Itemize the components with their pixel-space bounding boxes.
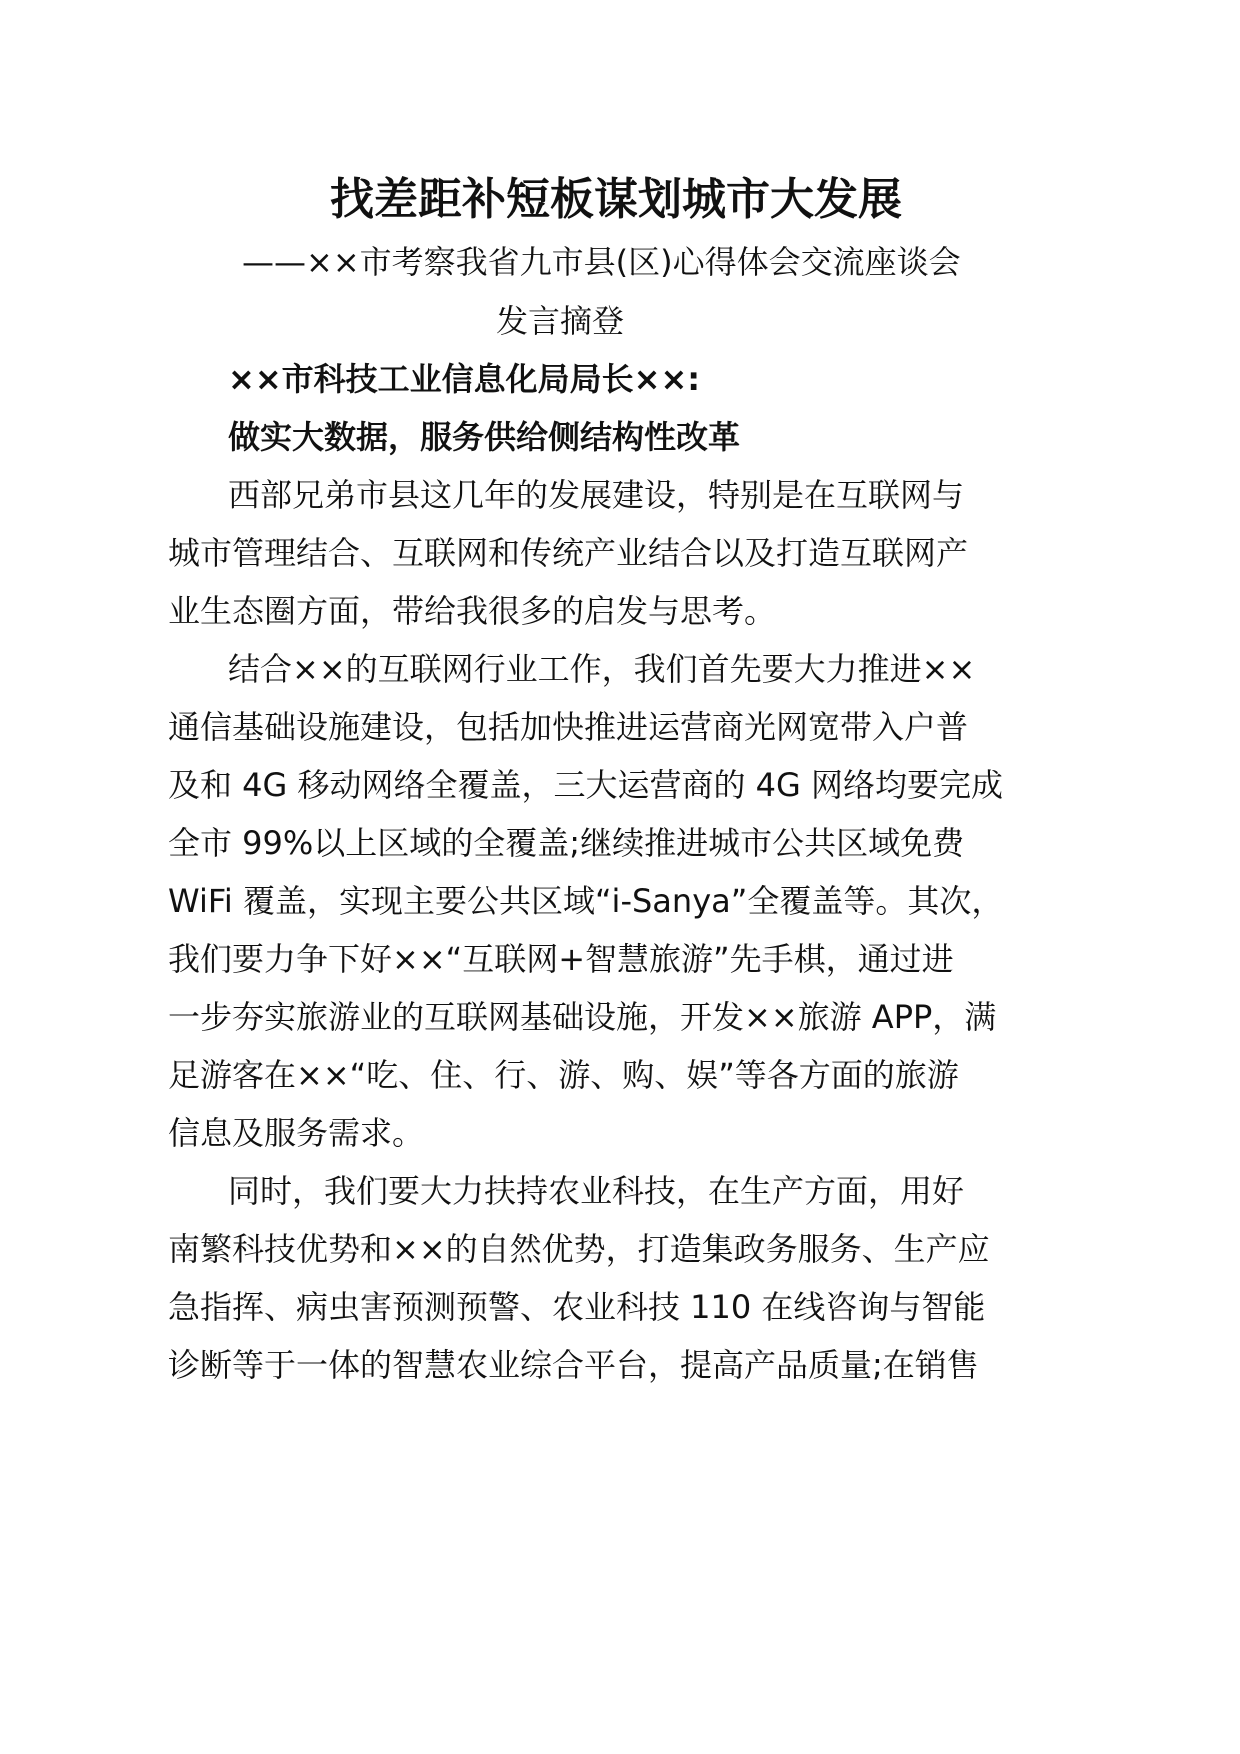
document-subtitle-line-2: 发言摘登 <box>496 302 625 340</box>
paragraph-line: 我们要力争下好××“互联网+智慧旅游”先手棋，通过进 <box>168 940 954 978</box>
paragraph-line: 及和 4G 移动网络全覆盖，三大运营商的 4G 网络均要完成 <box>168 766 1004 804</box>
paragraph-line: 城市管理结合、互联网和传统产业结合以及打造互联网产 <box>168 534 969 572</box>
paragraph-line: 诊断等于一体的智慧农业综合平台，提高产品质量;在销售 <box>168 1346 979 1384</box>
paragraph-line: 结合××的互联网行业工作，我们首先要大力推进×× <box>228 650 976 688</box>
paragraph-line: 同时，我们要大力扶持农业科技，在生产方面，用好 <box>228 1172 965 1210</box>
paragraph-line: 全市 99%以上区域的全覆盖;继续推进城市公共区域免费 <box>168 824 965 862</box>
paragraph-line: WiFi 覆盖，实现主要公共区域“i-Sanya”全覆盖等。其次， <box>168 882 1004 920</box>
document-subtitle-line-1: ——××市考察我省九市县(区)心得体会交流座谈会 <box>242 243 961 281</box>
paragraph-line: 急指挥、病虫害预测预警、农业科技 110 在线咨询与智能 <box>168 1288 986 1326</box>
paragraph-line: 通信基础设施建设，包括加快推进运营商光网宽带入户普 <box>168 708 969 746</box>
speaker-heading: ××市科技工业信息化局局长××: <box>228 360 701 398</box>
paragraph-line: 南繁科技优势和××的自然优势，打造集政务服务、生产应 <box>168 1230 990 1268</box>
paragraph-line: 信息及服务需求。 <box>168 1114 425 1152</box>
section-heading: 做实大数据，服务供给侧结构性改革 <box>228 418 741 456</box>
paragraph-line: 一步夯实旅游业的互联网基础设施，开发××旅游 APP，满 <box>168 998 997 1036</box>
paragraph-line: 足游客在××“吃、住、行、游、购、娱”等各方面的旅游 <box>168 1056 959 1094</box>
paragraph-line: 西部兄弟市县这几年的发展建设，特别是在互联网与 <box>228 476 965 514</box>
paragraph-line: 业生态圈方面，带给我很多的启发与思考。 <box>168 592 777 630</box>
document-title: 找差距补短板谋划城市大发展 <box>330 174 902 225</box>
